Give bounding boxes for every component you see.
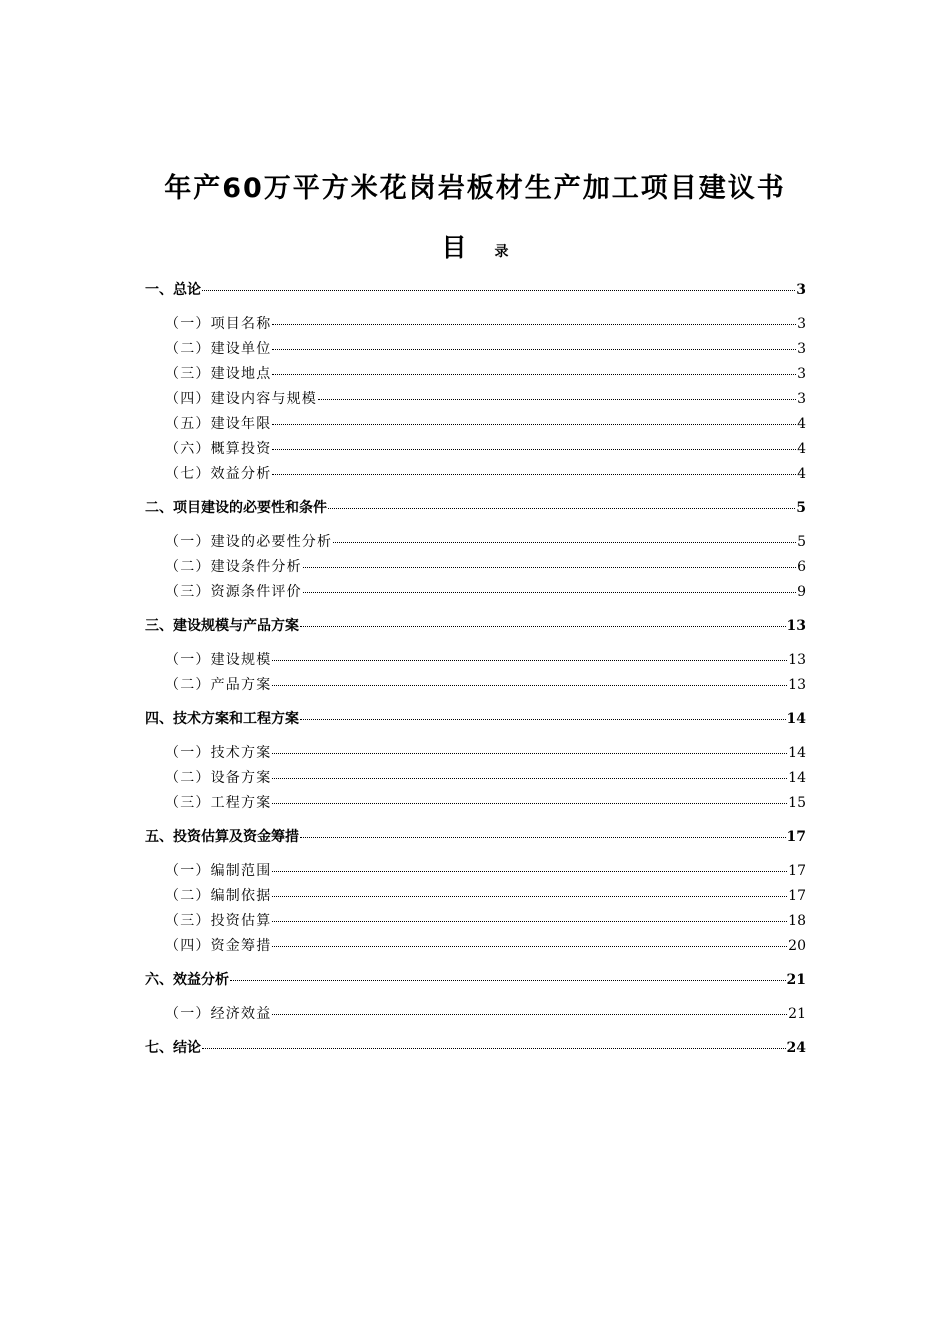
toc-subsection-label: （一）建设的必要性分析 <box>165 534 333 550</box>
toc-dot-leader <box>272 921 787 922</box>
toc-subsection-entry[interactable] <box>145 766 806 791</box>
toc-subsection-label: （二）建设条件分析 <box>165 559 302 575</box>
toc-dot-leader <box>272 660 787 661</box>
toc-page-number: 21 <box>786 972 806 988</box>
toc-dot-leader <box>272 349 796 350</box>
toc-page-number: 5 <box>796 500 806 516</box>
toc-page-number: 4 <box>797 466 806 482</box>
toc-page-number: 5 <box>797 534 806 550</box>
toc-section-entry[interactable] <box>145 614 806 639</box>
toc-subsection-label: （三）建设地点 <box>165 366 272 382</box>
toc-subsection-label: （七）效益分析 <box>165 466 272 482</box>
toc-dot-leader <box>272 753 787 754</box>
toc-page-number: 20 <box>788 938 806 954</box>
toc-section-entry[interactable] <box>145 278 806 303</box>
toc-subsection-entry[interactable] <box>145 387 806 412</box>
toc-dot-leader <box>300 626 786 627</box>
toc-subsection-label: （五）建设年限 <box>165 416 272 432</box>
toc-section-entry[interactable] <box>145 1036 806 1061</box>
toc-page-number: 17 <box>788 888 806 904</box>
toc-subsection-label: （六）概算投资 <box>165 441 272 457</box>
toc-dot-leader <box>230 980 786 981</box>
toc-section-label: 一、总论 <box>145 282 201 298</box>
toc-section-entry[interactable] <box>145 825 806 850</box>
toc-section-label: 三、建设规模与产品方案 <box>145 618 299 634</box>
toc-page-number: 13 <box>788 652 806 668</box>
toc-subsection-label: （二）编制依据 <box>165 888 272 904</box>
toc-subsection-entry[interactable] <box>145 412 806 437</box>
toc-dot-leader <box>272 896 787 897</box>
toc-page-number: 4 <box>797 416 806 432</box>
toc-page-number: 6 <box>797 559 806 575</box>
toc-subsection-entry[interactable] <box>145 859 806 884</box>
toc-subsection-entry[interactable] <box>145 1002 806 1027</box>
toc-subsection-entry[interactable] <box>145 934 806 959</box>
toc-subsection-entry[interactable] <box>145 530 806 555</box>
toc-page-number: 14 <box>788 770 806 786</box>
toc-dot-leader <box>272 474 796 475</box>
toc-dot-leader <box>272 374 796 375</box>
toc-spacer <box>145 732 806 741</box>
toc-section-label: 五、投资估算及资金筹措 <box>145 829 299 845</box>
toc-heading <box>0 228 950 264</box>
toc-section-label: 六、效益分析 <box>145 972 229 988</box>
toc-section-label: 七、结论 <box>145 1040 201 1056</box>
toc-subsection-entry[interactable] <box>145 673 806 698</box>
toc-dot-leader <box>272 324 796 325</box>
toc-subsection-entry[interactable] <box>145 462 806 487</box>
toc-dot-leader <box>202 1048 786 1049</box>
toc-subsection-entry[interactable] <box>145 741 806 766</box>
toc-subsection-label: （四）资金筹措 <box>165 938 272 954</box>
toc-page-number: 3 <box>797 391 806 407</box>
toc-dot-leader <box>272 778 787 779</box>
toc-subsection-entry[interactable] <box>145 580 806 605</box>
toc-dot-leader <box>300 719 786 720</box>
document-title: 年产60万平方米花岗岩板材生产加工项目建议书 <box>164 173 786 204</box>
toc-section-entry[interactable] <box>145 496 806 521</box>
toc-dot-leader <box>272 1014 787 1015</box>
toc-subsection-entry[interactable] <box>145 555 806 580</box>
toc-spacer <box>145 993 806 1002</box>
toc-page-number: 4 <box>797 441 806 457</box>
toc-subsection-label: （二）产品方案 <box>165 677 272 693</box>
toc-subsection-label: （一）建设规模 <box>165 652 272 668</box>
toc-dot-leader <box>272 871 787 872</box>
toc-subsection-entry[interactable] <box>145 437 806 462</box>
toc-dot-leader <box>300 837 786 838</box>
toc-subsection-label: （三）资源条件评价 <box>165 584 302 600</box>
toc-page-number: 3 <box>797 341 806 357</box>
toc-page-number: 9 <box>797 584 806 600</box>
toc-spacer <box>145 521 806 530</box>
toc-heading-main: 目 <box>441 233 467 262</box>
toc-page-number: 3 <box>796 282 806 298</box>
toc-page-number: 14 <box>786 711 806 727</box>
toc-dot-leader <box>303 592 796 593</box>
toc-dot-leader <box>272 685 787 686</box>
toc-subsection-label: （一）技术方案 <box>165 745 272 761</box>
toc-dot-leader <box>333 542 796 543</box>
toc-section-label: 四、技术方案和工程方案 <box>145 711 299 727</box>
toc-subsection-entry[interactable] <box>145 791 806 816</box>
toc-section-entry[interactable] <box>145 968 806 993</box>
toc-subsection-entry[interactable] <box>145 312 806 337</box>
toc-section-entry[interactable] <box>145 707 806 732</box>
table-of-contents <box>145 278 806 1061</box>
toc-subsection-label: （三）投资估算 <box>165 913 272 929</box>
toc-page-number: 3 <box>797 366 806 382</box>
toc-dot-leader <box>328 508 795 509</box>
toc-page-number: 3 <box>797 316 806 332</box>
toc-page-number: 14 <box>788 745 806 761</box>
toc-subsection-label: （二）建设单位 <box>165 341 272 357</box>
toc-subsection-entry[interactable] <box>145 909 806 934</box>
toc-subsection-label: （二）设备方案 <box>165 770 272 786</box>
toc-page-number: 13 <box>786 618 806 634</box>
toc-spacer <box>145 303 806 312</box>
toc-page-number: 18 <box>788 913 806 929</box>
toc-dot-leader <box>202 290 795 291</box>
toc-dot-leader <box>318 399 796 400</box>
toc-page-number: 13 <box>788 677 806 693</box>
toc-page-number: 17 <box>786 829 806 845</box>
toc-page-number: 15 <box>788 795 806 811</box>
toc-dot-leader <box>303 567 796 568</box>
toc-subsection-label: （三）工程方案 <box>165 795 272 811</box>
toc-page-number: 24 <box>786 1040 806 1056</box>
toc-spacer <box>145 639 806 648</box>
toc-subsection-entry[interactable] <box>145 884 806 909</box>
toc-subsection-entry[interactable] <box>145 337 806 362</box>
toc-dot-leader <box>272 946 787 947</box>
toc-spacer <box>145 850 806 859</box>
toc-section-label: 二、项目建设的必要性和条件 <box>145 500 327 516</box>
toc-subsection-entry[interactable] <box>145 362 806 387</box>
toc-page-number: 17 <box>788 863 806 879</box>
toc-subsection-entry[interactable] <box>145 648 806 673</box>
toc-heading-secondary: 录 <box>494 244 509 260</box>
toc-dot-leader <box>272 449 796 450</box>
toc-subsection-label: （一）项目名称 <box>165 316 272 332</box>
toc-subsection-label: （一）经济效益 <box>165 1006 272 1022</box>
toc-subsection-label: （四）建设内容与规模 <box>165 391 317 407</box>
toc-subsection-label: （一）编制范围 <box>165 863 272 879</box>
toc-dot-leader <box>272 424 796 425</box>
toc-page-number: 21 <box>788 1006 806 1022</box>
toc-dot-leader <box>272 803 787 804</box>
